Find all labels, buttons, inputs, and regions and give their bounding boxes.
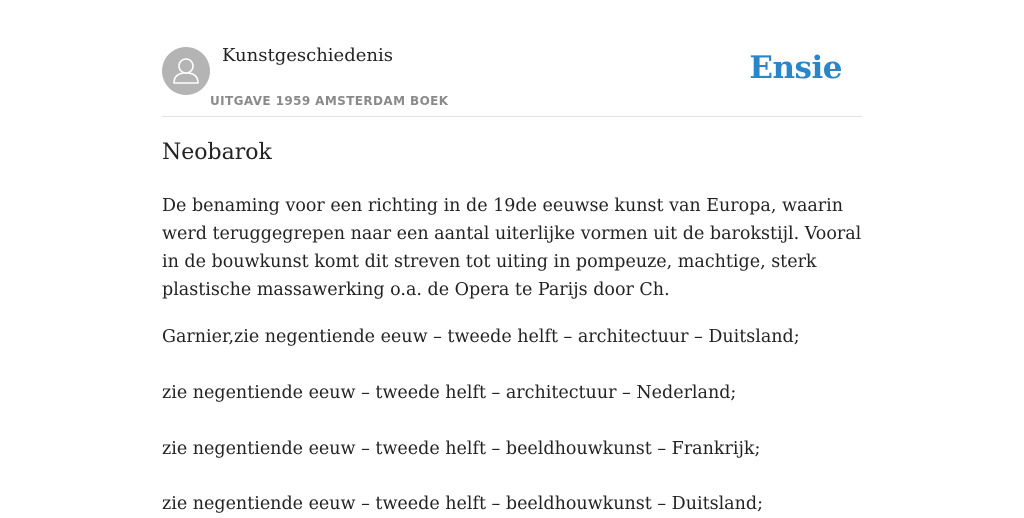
article-paragraph: De benaming voor een richting in de 19de eeuwse kunst van Europa, waarin werd teruggegrepen naar een aantal uiterlijke vormen uit de barokstijl. Vooral in de bouwkunst komt dit streven tot uiting in pompeuze, machtige, sterk plastische massawerking o.a. de Opera te Parijs door Ch. (162, 196, 862, 300)
avatar[interactable] (162, 47, 210, 95)
reference-line: zie negentiende eeuw – tweede helft – architectuur – Nederland; (162, 383, 737, 403)
edition-label: UITGAVE 1959 AMSTERDAM BOEK (210, 94, 449, 108)
article-title: Neobarok (162, 140, 272, 165)
reference-line: Garnier,zie negentiende eeuw – tweede helft – architectuur – Duitsland; (162, 327, 800, 347)
page (162, 0, 862, 514)
author-name[interactable]: Kunstgeschiedenis (222, 45, 393, 66)
reference-line: zie negentiende eeuw – tweede helft – beeldhouwkunst – Frankrijk; (162, 439, 761, 459)
ensie-logo[interactable]: Ensie (749, 50, 842, 86)
header (162, 0, 862, 117)
user-icon (162, 47, 210, 95)
reference-line: zie negentiende eeuw – tweede helft – beeldhouwkunst – Duitsland; (162, 494, 763, 514)
